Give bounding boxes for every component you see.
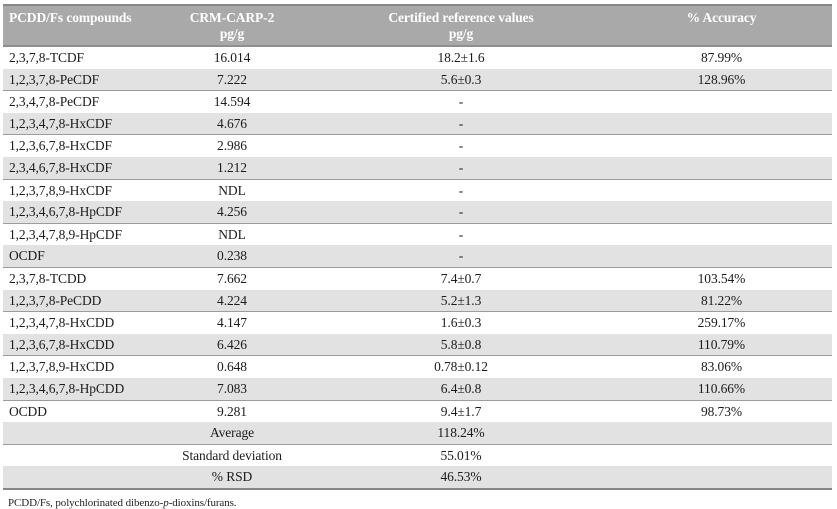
footnote-suffix: -dioxins/furans. (168, 496, 237, 509)
column-header-accuracy-label: % Accuracy (686, 10, 757, 25)
cell-compound: 1,2,3,4,7,8,9-HpCDF (9, 226, 122, 242)
table-row (3, 400, 832, 422)
cell-crm-value: NDL (218, 226, 246, 242)
cell-certified-value: - (311, 245, 611, 267)
cell-crm-value: 1.212 (153, 157, 311, 179)
cell-crm-value: 7.222 (153, 69, 311, 91)
cell-accuracy-value: 128.96% (611, 69, 832, 91)
cell-compound: 2,3,4,6,7,8-HxCDF (3, 157, 153, 179)
cell-certified-value: 18.2±1.6 (437, 50, 485, 65)
summary-row (3, 444, 832, 466)
summary-row (3, 466, 832, 489)
table-header (3, 5, 832, 46)
cell-certified-value: 9.4±1.7 (440, 403, 482, 419)
cell-compound: 1,2,3,6,7,8-HxCDF (9, 138, 112, 154)
cell-certified-value: 0.78±0.12 (434, 359, 488, 375)
cell-accuracy-value (611, 157, 832, 179)
cell-accuracy-value: 110.79% (611, 334, 832, 356)
cell-crm-value: 7.662 (217, 270, 247, 286)
cell-accuracy-value (611, 135, 832, 157)
cell-certified-value: 6.4±0.8 (311, 378, 611, 400)
table-row (3, 312, 832, 334)
cell-accuracy-value (611, 223, 832, 245)
summary-value: 118.24% (311, 422, 611, 444)
cell-compound: 1,2,3,4,6,7,8-HpCDF (3, 201, 153, 223)
cell-accuracy-value: 81.22% (611, 290, 832, 312)
cell-certified-value: 5.8±0.8 (311, 334, 611, 356)
column-header-crm-sublabel: pg/g (219, 25, 245, 41)
cell-certified-value: 7.4±0.7 (440, 270, 482, 286)
table-row (3, 46, 832, 69)
cell-compound: 1,2,3,7,8,9-HxCDD (9, 359, 115, 375)
pcdd-fs-accuracy-table (3, 4, 832, 490)
cell-certified-value: 5.2±1.3 (311, 290, 611, 312)
cell-compound: 1,2,3,4,7,8-HxCDF (3, 113, 153, 135)
summary-label: % RSD (153, 466, 311, 489)
cell-crm-value: 4.224 (153, 290, 311, 312)
column-header-crm-label: CRM-CARP-2 (189, 10, 275, 25)
summary-value: 55.01% (440, 447, 482, 463)
cell-compound: 1,2,3,7,8,9-HxCDF (9, 182, 112, 198)
cell-compound: OCDD (9, 403, 47, 419)
cell-crm-value: 6.426 (153, 334, 311, 356)
table-row (3, 179, 832, 201)
cell-crm-value: 9.281 (217, 403, 247, 419)
cell-accuracy-value: 98.73% (700, 403, 743, 419)
cell-crm-value: 7.083 (153, 378, 311, 400)
column-header-certified (311, 5, 611, 46)
table-row (3, 157, 832, 179)
summary-label: Average (153, 422, 311, 444)
table-row (3, 91, 832, 113)
table-row (3, 201, 832, 223)
cell-accuracy-value: 87.99% (700, 50, 743, 65)
cell-certified-value: - (311, 113, 611, 135)
table-footnote (8, 497, 832, 509)
table-row (3, 245, 832, 267)
cell-certified-value: 1.6±0.3 (440, 315, 482, 331)
table-row (3, 334, 832, 356)
cell-compound: 2,3,7,8-TCDF (9, 50, 84, 65)
cell-accuracy-value (611, 179, 832, 201)
cell-empty (3, 466, 153, 489)
table-row (3, 135, 832, 157)
page (3, 4, 832, 509)
cell-compound: OCDF (3, 245, 153, 267)
cell-certified-value: 5.6±0.3 (311, 69, 611, 91)
cell-certified-value: - (458, 182, 464, 198)
column-header-compounds (3, 5, 153, 46)
cell-certified-value: - (458, 226, 464, 242)
table-row (3, 356, 832, 378)
cell-crm-value: NDL (218, 182, 246, 198)
column-header-crm (153, 5, 311, 46)
cell-crm-value: 14.594 (213, 94, 251, 110)
footnote-italic-p: p (163, 496, 169, 509)
summary-value: 46.53% (311, 466, 611, 489)
cell-accuracy-value: 259.17% (697, 315, 746, 331)
summary-row (3, 422, 832, 444)
cell-crm-value: 0.238 (153, 245, 311, 267)
cell-compound: 2,3,7,8-TCDD (9, 270, 87, 286)
table-row (3, 267, 832, 289)
column-header-accuracy (611, 5, 832, 46)
cell-accuracy-value: 110.66% (611, 378, 832, 400)
cell-empty (3, 444, 153, 466)
footnote-prefix: PCDD/Fs, polychlorinated dibenzo- (8, 496, 164, 509)
cell-crm-value: 2.986 (217, 138, 247, 154)
cell-empty (611, 444, 832, 466)
column-header-certified-sublabel: pg/g (448, 25, 474, 41)
table-row (3, 69, 832, 91)
summary-label: Standard deviation (182, 447, 282, 463)
column-header-certified-label: Certified reference values (388, 10, 534, 25)
cell-empty (611, 422, 832, 444)
table-row (3, 113, 832, 135)
table-body (3, 46, 832, 489)
table-row (3, 223, 832, 245)
cell-accuracy-value: 103.54% (697, 270, 746, 286)
table-row (3, 290, 832, 312)
cell-compound: 1,2,3,7,8-PeCDD (3, 290, 153, 312)
cell-certified-value: - (311, 201, 611, 223)
cell-crm-value: 4.147 (217, 315, 247, 331)
cell-compound: 1,2,3,4,6,7,8-HpCDD (3, 378, 153, 400)
cell-certified-value: - (458, 138, 464, 154)
cell-empty (611, 466, 832, 489)
cell-accuracy-value: 83.06% (700, 359, 743, 375)
cell-certified-value: - (311, 157, 611, 179)
cell-crm-value: 4.676 (153, 113, 311, 135)
table-row (3, 378, 832, 400)
cell-accuracy-value (611, 245, 832, 267)
cell-empty (3, 422, 153, 444)
header-row (3, 5, 832, 46)
cell-compound: 1,2,3,7,8-PeCDF (3, 69, 153, 91)
cell-compound: 2,3,4,7,8-PeCDF (9, 94, 100, 110)
cell-compound: 1,2,3,6,7,8-HxCDD (3, 334, 153, 356)
cell-certified-value: - (458, 94, 464, 110)
cell-crm-value: 0.648 (217, 359, 247, 375)
cell-accuracy-value (611, 91, 832, 113)
cell-crm-value: 16.014 (213, 50, 251, 65)
cell-accuracy-value (611, 113, 832, 135)
cell-crm-value: 4.256 (153, 201, 311, 223)
cell-accuracy-value (611, 201, 832, 223)
cell-compound: 1,2,3,4,7,8-HxCDD (9, 315, 115, 331)
column-header-compounds-label: PCDD/Fs compounds (9, 10, 132, 25)
